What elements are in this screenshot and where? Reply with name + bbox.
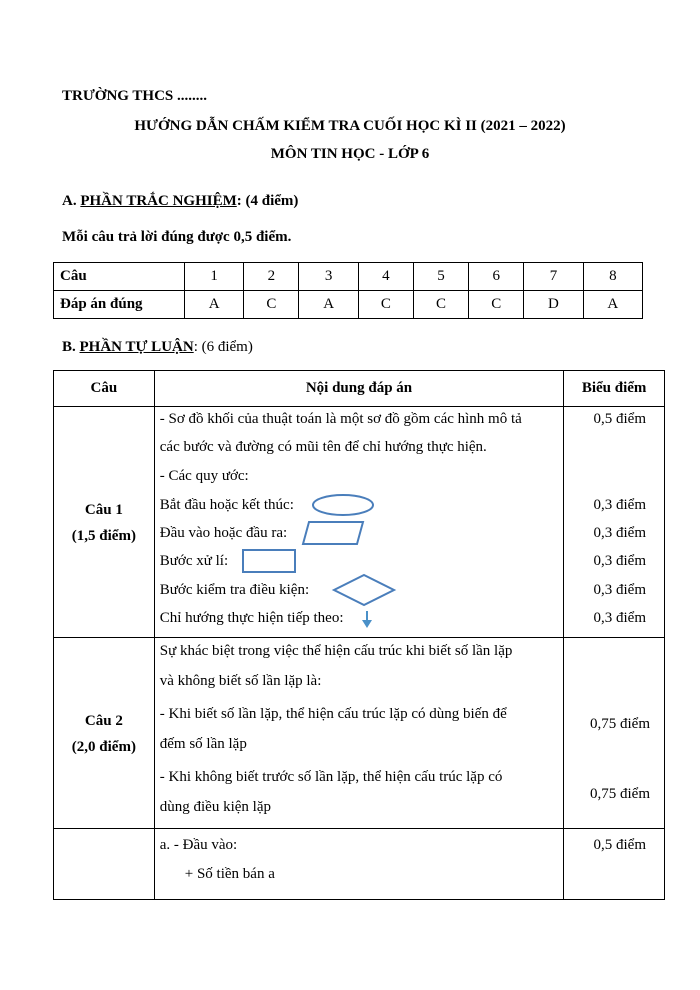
essay-header-row — [54, 371, 665, 407]
answer-value: D — [524, 291, 583, 319]
q2-line6: dùng điều kiện lặp — [159, 799, 271, 815]
q1-label: Câu 1 — [84, 502, 123, 518]
q2-label: Câu 2 — [84, 713, 123, 729]
essay-row-q2 — [54, 638, 665, 829]
q1-line2: các bước và đường có mũi tên để chỉ hướng thực hiện. — [159, 439, 487, 455]
q1-line5: Đầu vào hoặc đầu ra: — [159, 525, 288, 541]
q3-score1: 0,5 điểm — [593, 837, 646, 853]
section-b-prefix: B. — [62, 339, 80, 355]
q3-score-cell — [564, 829, 665, 900]
q3-label-cell — [54, 829, 155, 900]
answer-value: C — [358, 291, 413, 319]
col-header-question: Câu — [54, 371, 155, 407]
answer-value: A — [299, 291, 358, 319]
section-a-note: Mỗi câu trả lời đúng được 0,5 điểm. — [62, 229, 292, 245]
answer-row — [54, 291, 643, 319]
q1-score5: 0,3 điểm — [593, 582, 646, 598]
q1-score-cell — [564, 407, 665, 638]
q2-label-cell — [54, 638, 155, 829]
answer-value: C — [413, 291, 468, 319]
section-b-heading — [62, 339, 253, 356]
answer-value: A — [583, 291, 642, 319]
document-title: HƯỚNG DẪN CHẤM KIỂM TRA CUỐI HỌC KÌ II (2021 – 2022) — [134, 118, 566, 134]
answer-value: C — [469, 291, 524, 319]
section-a-heading — [62, 193, 298, 210]
q2-points: (2,0 điểm) — [71, 739, 136, 755]
q1-content-cell — [154, 407, 564, 638]
section-a-title: PHẦN TRẮC NGHIỆM — [80, 193, 237, 209]
q2-content-cell — [154, 638, 564, 829]
section-a-prefix: A. — [62, 193, 81, 209]
section-b-title: PHẦN TỰ LUẬN — [79, 339, 194, 355]
q2-score-cell — [564, 638, 665, 829]
question-number: 6 — [469, 263, 524, 291]
question-number: 3 — [299, 263, 358, 291]
section-a-points: : (4 điểm) — [236, 193, 299, 209]
question-number: 8 — [583, 263, 642, 291]
question-number: 4 — [358, 263, 413, 291]
q1-score6: 0,3 điểm — [593, 610, 646, 626]
q1-line8: Chỉ hướng thực hiện tiếp theo: — [159, 610, 344, 626]
oval-shape-icon — [311, 493, 375, 517]
q3-content-cell — [154, 829, 564, 900]
q1-score1: 0,5 điểm — [593, 411, 646, 427]
q1-line7: Bước kiểm tra điều kiện: — [159, 582, 310, 598]
q1-score2: 0,3 điểm — [593, 497, 646, 513]
school-name: TRƯỜNG THCS ........ — [62, 88, 208, 104]
q2-line1: Sự khác biệt trong việc thể hiện cấu trúc khi biết số lần lặp — [159, 643, 513, 659]
answer-value: C — [244, 291, 299, 319]
section-b-points: : (6 điểm) — [193, 339, 253, 355]
q2-line4: đếm số lần lặp — [159, 736, 247, 752]
subject-title: MÔN TIN HỌC - LỚP 6 — [270, 146, 430, 162]
question-number: 5 — [413, 263, 468, 291]
q2-line3: - Khi biết số lần lặp, thể hiện cấu trúc lặp có dùng biến để — [159, 706, 507, 722]
q1-score3: 0,3 điểm — [593, 525, 646, 541]
section-b-points-wrap — [194, 339, 253, 355]
question-number: 1 — [185, 263, 244, 291]
rectangle-shape-icon — [241, 548, 297, 574]
q3-line1: a. - Đầu vào: — [159, 837, 238, 853]
col-header-content: Nội dung đáp án — [154, 371, 564, 407]
q3-line2: + Số tiền bán a — [184, 866, 275, 882]
q1-score4: 0,3 điểm — [593, 553, 646, 569]
question-row — [54, 263, 643, 291]
q1-line1: - Sơ đồ khối của thuật toán là một sơ đồ gồm các hình mô tả — [159, 411, 522, 427]
q2-line5: - Khi không biết trước số lần lặp, thể hiện cấu trúc lặp có — [159, 769, 503, 785]
answer-value: A — [185, 291, 244, 319]
question-number: 2 — [244, 263, 299, 291]
q1-label-cell — [54, 407, 155, 638]
question-row-label: Câu — [54, 263, 185, 291]
arrow-down-icon — [360, 610, 374, 630]
q2-score2: 0,75 điểm — [590, 786, 650, 802]
q1-line3: - Các quy ước: — [159, 468, 249, 484]
question-number: 7 — [524, 263, 583, 291]
parallelogram-shape-icon — [301, 520, 365, 546]
col-header-score: Biểu điểm — [564, 371, 665, 407]
answer-key-table — [53, 262, 643, 319]
q1-line6: Bước xử lí: — [159, 553, 229, 569]
q2-score1: 0,75 điểm — [590, 716, 650, 732]
essay-row-q1 — [54, 407, 665, 638]
diamond-shape-icon — [331, 573, 397, 607]
essay-row-q3 — [54, 829, 665, 900]
q1-line4: Bắt đầu hoặc kết thúc: — [159, 497, 294, 513]
answer-row-label: Đáp án đúng — [54, 291, 185, 319]
q2-line2: và không biết số lần lặp là: — [159, 673, 322, 689]
essay-answer-table — [53, 370, 665, 900]
q1-points: (1,5 điểm) — [71, 528, 136, 544]
